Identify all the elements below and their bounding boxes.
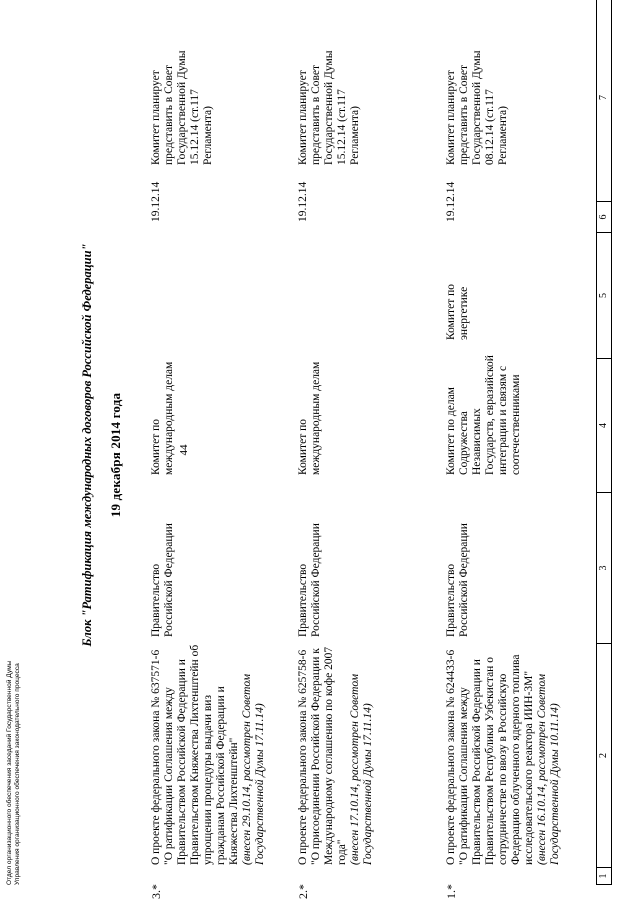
responsible-committee: Комитет по международным делам xyxy=(150,361,175,475)
committee-plan: Комитет планирует представить в Совет Государственной Думы 15.12.14 (ст.117 Регламента) xyxy=(150,50,214,165)
column-number-header xyxy=(596,0,612,885)
footer xyxy=(6,525,22,885)
column-header-7: 7 xyxy=(597,0,612,202)
column-header-2: 2 xyxy=(597,644,612,868)
footer-line-2: Управления организационного обеспечения законодательного процесса xyxy=(14,663,21,885)
row-number: 3.* xyxy=(149,884,163,899)
column-header-1: 1 xyxy=(597,868,612,885)
review-date: 19.12.14 xyxy=(150,181,162,222)
bill-description xyxy=(150,640,267,865)
co-committee: Комитет по энергетике xyxy=(445,284,470,340)
responsible-committee: Комитет по делам Содружества Независимых Государств, евразийской интеграции и связям с соотечественниками xyxy=(445,355,522,475)
committee-plan: Комитет планирует представить в Совет Государственной Думы 15.12.14 (ст.117 Регламента) xyxy=(297,50,361,165)
bill-note: (внесен 17.10.14, рассмотрен Советом Государственной Думы 17.11.14) xyxy=(349,673,374,865)
initiator: Правительство Российской Федерации xyxy=(297,523,322,637)
row-number: 2.* xyxy=(296,884,310,899)
bill-description xyxy=(297,640,375,865)
bill-description xyxy=(445,640,562,865)
responsible-committee: Комитет по международным делам xyxy=(297,361,322,475)
column-header-3: 3 xyxy=(597,493,612,644)
bill-title: О проекте федерального закона № 637571-6 "О ратификации Соглашения между Правительством Российской Федерации и Правительством Княжества Лихтенштейн об упрощении процедуры выдачи виз гражданам Российской Федерации и Княжества Лихтенштейн" xyxy=(150,644,240,865)
bill-title: О проекте федерального закона № 624433-6 "О ратификации Соглашения между Правительством Российской Федерации и Правительством Республики Узбекистан о сотрудничестве по ввозу в Российскую Федерацию облученного ядерного топлива исследовательского реактора ИИН-3М" xyxy=(445,649,535,865)
initiator: Правительство Российской Федерации xyxy=(445,523,470,637)
committee-plan: Комитет планирует представить в Совет Государственной Думы 08.12.14 (ст.117 Регламента) xyxy=(445,50,509,165)
bill-title: О проекте федерального закона № 625758-6 "О присоединении Российской Федерации к Международному соглашению по кофе 2007 года" xyxy=(297,646,348,865)
review-date: 19.12.14 xyxy=(297,181,309,222)
date-heading: 19 декабря 2014 года xyxy=(108,392,123,518)
row-number: 1.* xyxy=(444,884,458,899)
column-header-4: 4 xyxy=(597,359,612,493)
page-number: 44 xyxy=(178,444,190,456)
initiator: Правительство Российской Федерации xyxy=(150,523,175,637)
column-header-6: 6 xyxy=(597,202,612,233)
footer-line-1: Отдел организационного обеспечения заседаний Государственной Думы xyxy=(6,660,13,885)
bill-note: (внесен 16.10.14, рассмотрен Советом Государственной Думы 10.11.14) xyxy=(536,673,561,865)
review-date: 19.12.14 xyxy=(445,181,457,222)
bill-note: (внесен 29.10.14, рассмотрен Советом Государственной Думы 17.11.14) xyxy=(241,673,266,865)
block-title: Блок "Ратификация международных договоров Российской Федерации" xyxy=(80,243,94,647)
column-header-5: 5 xyxy=(597,233,612,359)
